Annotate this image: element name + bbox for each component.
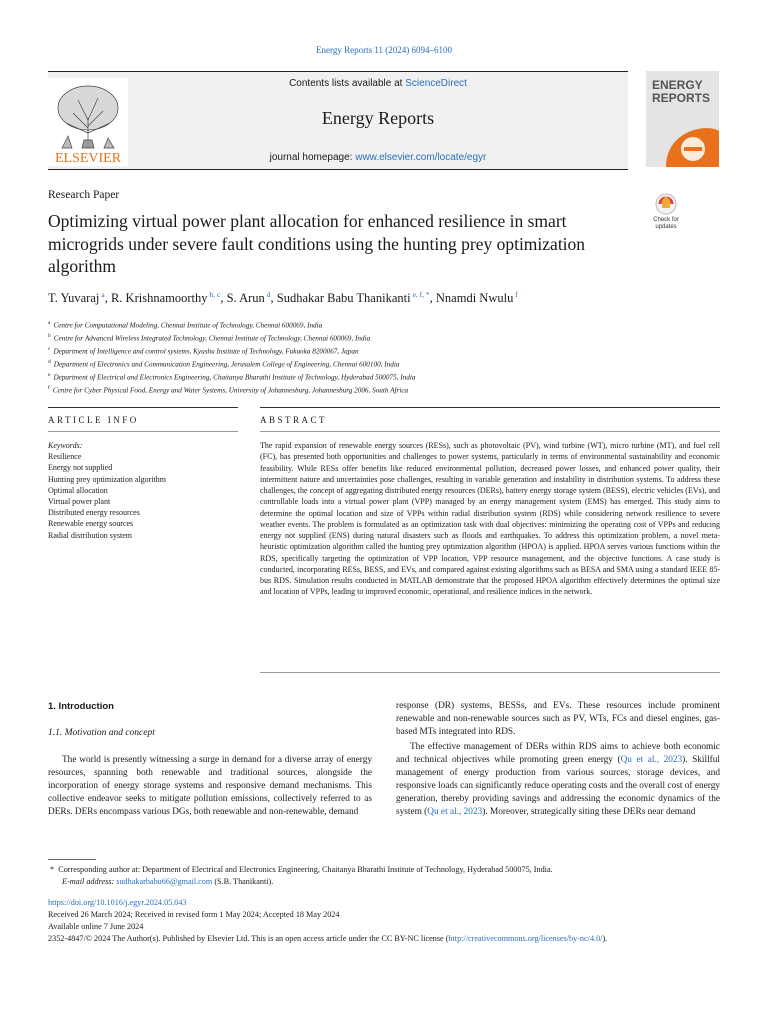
footnote-rule — [48, 859, 96, 860]
keyword: Optimal allocation — [48, 485, 108, 495]
keyword: Virtual power plant — [48, 497, 111, 507]
keywords — [48, 440, 238, 541]
corresponding-author-note: * Corresponding author at: Department of Electrical and Electronics Engineering, Chaitanya Bharathi Institute of Technology, Hyderabad 500075, India. — [48, 865, 553, 874]
elsevier-logo[interactable] — [48, 78, 128, 166]
check-updates-icon — [646, 192, 686, 230]
received-dates: Received 26 March 2024; Received in revised form 1 May 2024; Accepted 18 May 2024 — [48, 909, 340, 919]
keyword: Resilience — [48, 452, 82, 462]
article-info-rule-top — [48, 407, 238, 408]
keyword: Distributed energy resources — [48, 508, 140, 518]
body-right-paragraph-1: response (DR) systems, BESSs, and EVs. These resources include prominent renewable and non-renewable sources such as PV, WTs, FCs and diesel engines, gas-based MTs integrated into RDS. — [396, 701, 720, 737]
affiliation: $^a$ Centre for Computational Modeling, Chennai Institute of Technology, Chennai 600069, India — [48, 320, 323, 330]
keyword: Energy not supplied — [48, 463, 113, 473]
email-link[interactable]: sudhakarbabu66@gmail.com — [116, 877, 213, 887]
body-left-paragraph: The world is presently witnessing a surge in demand for a diverse array of energy resources, spanning both renewable and traditional sources, alongside the incorporation of energy storage systems and responsive demand mechanisms. This collective endeavor seeks to mitigate pollution emissions, collectively referred to as DERs. DERs encompass various DGs, both renewable and non-renewable, demand — [48, 755, 372, 817]
abstract-rule-end — [260, 672, 720, 673]
author-list: T. Yuvaraj $^a$, R. Krishnamoorthy $^{b, c}$, S. Arun $^d$, Sudhakar Babu Thanikanti $^{e, f, *}$, Nnamdi Nwulu $^f$ — [48, 290, 518, 306]
keyword: Renewable energy sources — [48, 519, 134, 529]
homepage-link[interactable]: www.elsevier.com/locate/egyr — [355, 152, 487, 163]
cover-icon — [646, 71, 719, 167]
license-note: 2352-4847/© 2024 The Author(s). Published by Elsevier Ltd. This is an open access article under the CC BY-NC license (http://creativecommons.org/licenses/by-nc/4.0/). — [48, 934, 608, 944]
affiliations — [48, 318, 728, 396]
affiliation: $^b$ Centre for Advanced Wireless Integrated Technology, Chennai Institute of Technology, Chennai 600069, India — [48, 332, 371, 343]
section-heading: 1. Introduction — [48, 701, 114, 712]
keyword: Radial distribution system — [48, 530, 132, 540]
available-online: Available online 7 June 2024 — [48, 922, 144, 932]
journal-cover-image[interactable] — [646, 71, 719, 167]
author-affil[interactable]: a — [101, 290, 105, 299]
abstract-rule-top — [260, 407, 720, 408]
affiliation: $^d$ Department of Electronics and Communication Engineering, Jerusalem College of Engineering, Chennai 600100, India — [48, 358, 400, 369]
subsection-heading: 1.1. Motivation and concept — [48, 728, 155, 738]
author-affil[interactable]: b, c — [209, 290, 221, 299]
keywords-label: Keywords: — [48, 441, 83, 450]
citation-link[interactable]: Qu et al., 2023 — [427, 807, 483, 817]
footnotes — [48, 864, 728, 946]
author-affil[interactable]: d — [266, 290, 271, 299]
author-affil[interactable]: e, f, * — [412, 290, 430, 299]
svg-text:Check for: Check for — [653, 217, 679, 223]
svg-text:ENERGY: ENERGY — [652, 78, 703, 92]
author-name[interactable]: Nnamdi Nwulu — [435, 291, 514, 306]
abstract-rule-bottom — [260, 431, 720, 432]
journal-homepage: journal homepage: www.elsevier.com/locate/egyr — [269, 152, 487, 163]
contents-available: Contents lists available at ScienceDirect — [289, 78, 467, 89]
email-note: E-mail address: sudhakarbabu66@gmail.com (S.B. Thanikanti). — [62, 877, 274, 887]
abstract-text: The rapid expansion of renewable energy sources (RESs), such as photovoltaic (PV), wind turbine (WT), micro turbine (MT), and fuel cell (FC), has presented both opportunities and challenges to power systems, particularly in terms of environmental sustainability and economic feasibility. While RESs offer benefits like reduced environmental pollution, decreased power losses, and enhanced power quality, their intermittent nature and uncertainties pose challenges, resulting in variable generation and instability in distribution systems. To address these challenges, the concept of aggregating distributed energy resources (DERs), battery energy storage system (BESS), electric vehicles (EVs), and controllable loads into a virtual power plant (VPP) managed by an energy management system (EMS) has emerged. This study aims to determine the optimal location and size of VPPs within radial distribution system (RDS) while considering network resilience to severe weather events. The problem is formulated as an optimization task with dual objectives: minimizing the operating cost of VPPs and reducing energy not supplied (ENS) during natural disasters such as floods and earthquakes. To address this optimization problem, a novel meta-heuristic optimization algorithm called the hunting prey optimization algorithm (HPOA) is applied. HPOA serves various functions within the RDS, specifically targeting the optimization of VPP location, VPP resource management, and the objective functions. A case study is conducted, incorporating RESs, BESS, and EVs, and compared against existing algorithms such as BESA and SMA using a standard IEEE 85-bus RDS. Simulation results conducted in MATLAB demonstrate that the proposed HPOA algorithm effectively determines the optimal size and location of VPPs, leading to improved economic, operational, and resilience indices in the network. — [260, 441, 720, 597]
author-name[interactable]: Sudhakar Babu Thanikanti — [276, 291, 411, 306]
elsevier-tree-icon — [48, 78, 128, 166]
doi-link[interactable]: https://doi.org/10.1016/j.egyr.2024.05.043 — [48, 897, 187, 907]
affiliation: $^f$ Centre for Cyber Physical Food, Energy and Water Systems, University of Johannesburg, Johannesburg 2006, South Africa — [48, 384, 409, 395]
author-name[interactable]: R. Krishnamoorthy — [110, 291, 208, 306]
keyword: Hunting prey optimization algorithm — [48, 474, 166, 484]
body-right-paragraph-2: The effective management of DERs within RDS aims to achieve both economic and technical objectives while promoting green energy (Qu et al., 2023). Skillful management of energy production from various sources, storage devices, and responsive loads can significantly reduce operating costs and the overall cost of energy generation, thereby providing savings and addressing the economic dynamics of the system (Qu et al., 2023). Moreover, strategically siting these DERs near demand — [396, 742, 721, 817]
svg-text:updates: updates — [655, 224, 677, 230]
affiliation: $^e$ Department of Electrical and Electronics Engineering, Chaitanya Bharathi Institute of Technology, Hyderabad 500075, India — [48, 371, 416, 382]
svg-text:REPORTS: REPORTS — [652, 91, 711, 105]
license-link[interactable]: http://creativecommons.org/licenses/by-nc/4.0/ — [448, 934, 603, 944]
author-name[interactable]: S. Arun — [226, 291, 265, 306]
affiliation: $^c$ Department of Intelligence and control systems, Kyushu Institute of Technology, Fukuoka 8200067, Japan — [48, 345, 359, 356]
running-header[interactable]: Energy Reports 11 (2024) 6094–6100 — [316, 45, 452, 55]
article-info-rule-bottom — [48, 431, 238, 432]
sciencedirect-link[interactable]: ScienceDirect — [405, 78, 467, 89]
article-info-heading: ARTICLE INFO — [48, 415, 139, 425]
author-affil[interactable]: f — [515, 290, 518, 299]
article-title: Optimizing virtual power plant allocation for enhanced resilience in smart microgrids under severe fault conditions using the hunting prey optimization algorithm — [48, 211, 586, 276]
svg-text:ELSEVIER: ELSEVIER — [54, 151, 122, 166]
abstract-heading: ABSTRACT — [260, 415, 328, 425]
author-name[interactable]: T. Yuvaraj — [48, 291, 100, 306]
citation-link[interactable]: Qu et al., 2023 — [620, 755, 683, 765]
article-type: Research Paper — [48, 189, 120, 201]
check-for-updates-badge[interactable] — [646, 192, 686, 235]
journal-title: Energy Reports — [321, 108, 435, 128]
